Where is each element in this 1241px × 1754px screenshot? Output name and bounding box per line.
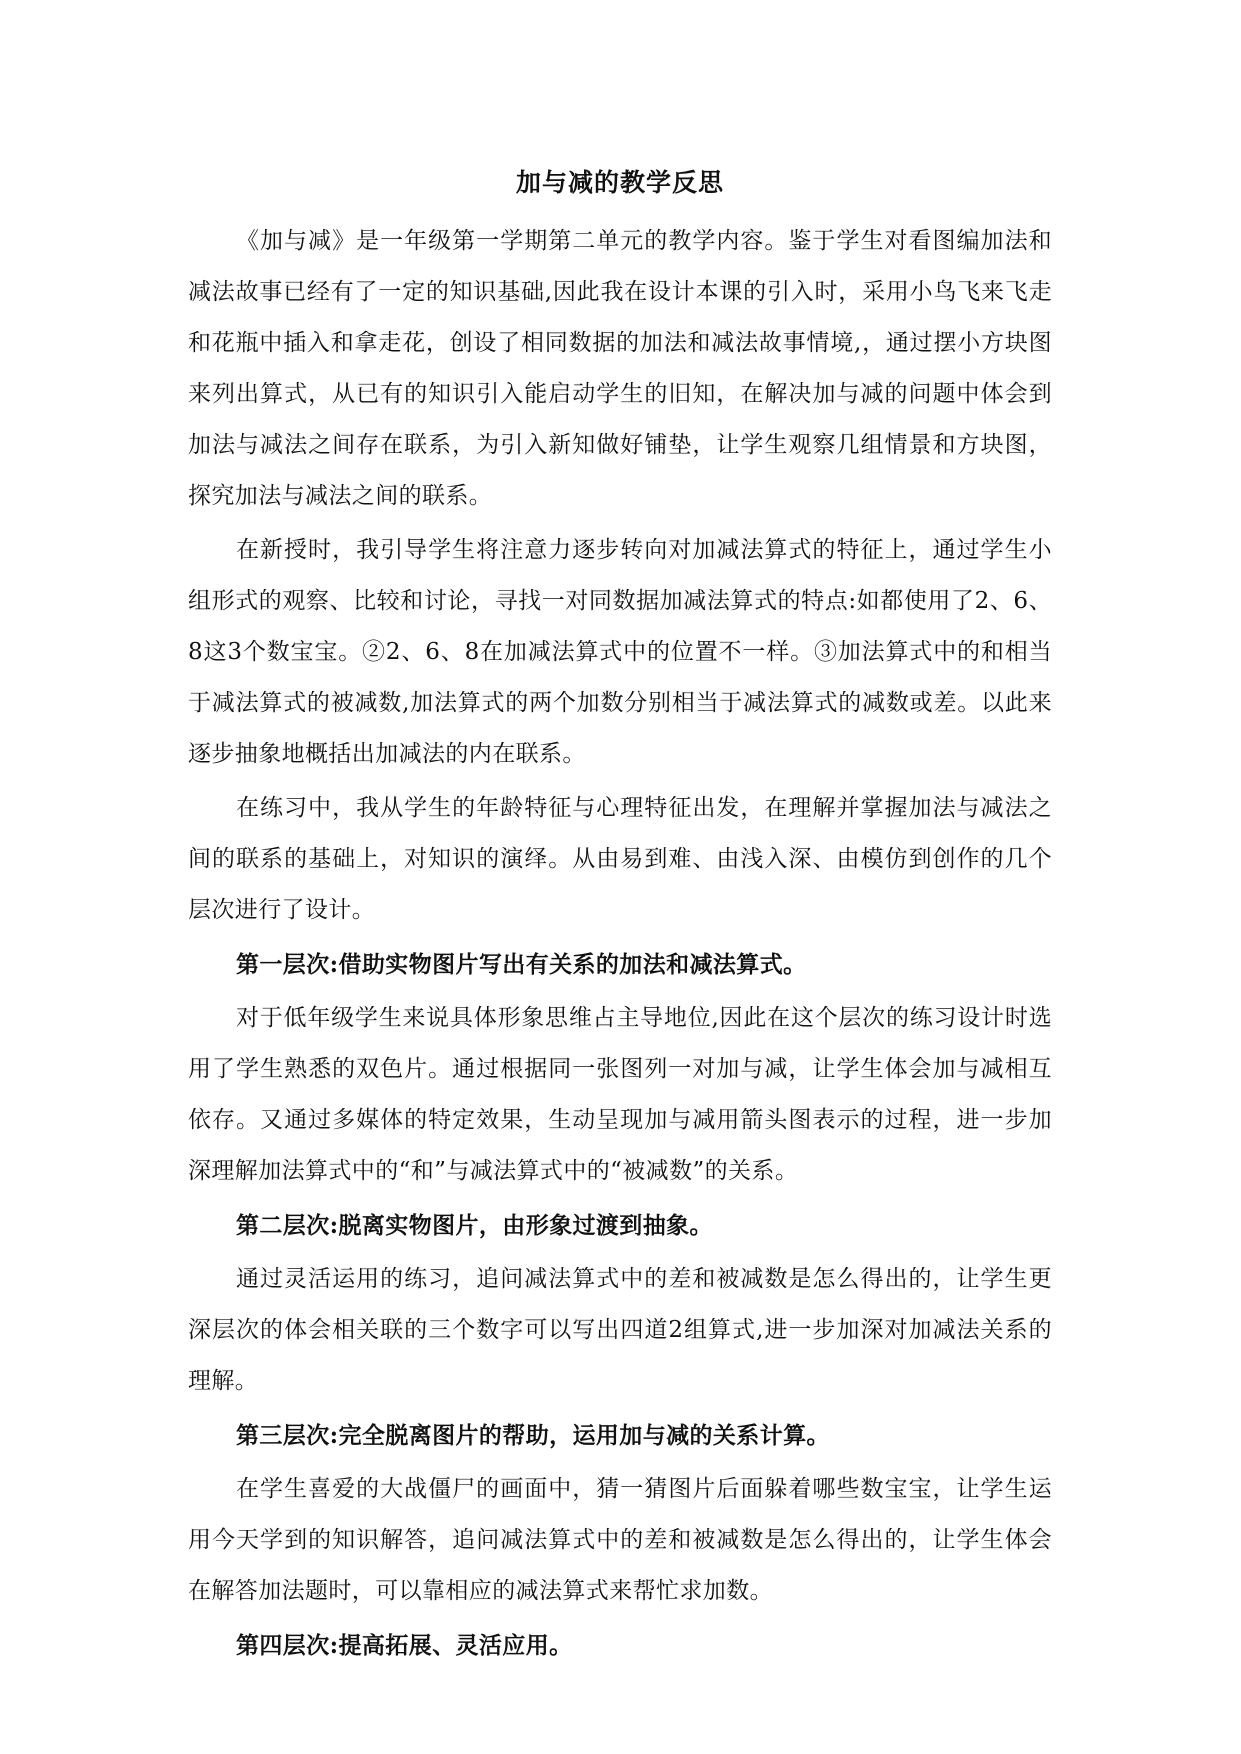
document-body bbox=[188, 156, 1052, 1674]
level-4-heading: 第四层次:提高拓展、灵活应用。 bbox=[236, 1632, 573, 1659]
document-title: 加与减的教学反思 bbox=[515, 168, 724, 197]
level-3-paragraph: 在学生喜爱的大战僵尸的画面中，猜一猜图片后面躲着哪些数宝宝，让学生运用今天学到的知识解答，追问减法算式中的差和被减数是怎么得出的，让学生体会在解答加法题时，可以靠相应的减法算式来帮忙求加数。 bbox=[188, 1476, 1052, 1604]
level-1-heading: 第一层次:借助实物图片写出有关系的加法和减法算式。 bbox=[236, 951, 807, 978]
level-2-heading: 第二层次:脱离实物图片，由形象过渡到抽象。 bbox=[236, 1212, 713, 1239]
new-lesson-paragraph: 在新授时，我引导学生将注意力逐步转向对加减法算式的特征上，通过学生小组形式的观察、比较和讨论，寻找一对同数据加减法算式的特点:如都使用了2、6、8这3个数宝宝。②2、6、8在加减法算式中的位置不一样。③加法算式中的和相当于减法算式的被减数,加法算式的两个加数分别相当于减法算式的减数或差。以此来逐步抽象地概括出加减法的内在联系。 bbox=[188, 537, 1052, 767]
practice-paragraph: 在练习中，我从学生的年龄特征与心理特征出发，在理解并掌握加法与减法之间的联系的基础上，对知识的演绎。从由易到难、由浅入深、由模仿到创作的几个层次进行了设计。 bbox=[188, 795, 1052, 923]
intro-paragraph: 《加与减》是一年级第一学期第二单元的教学内容。鉴于学生对看图编加法和减法故事已经有了一定的知识基础,因此我在设计本课的引入时，采用小鸟飞来飞走和花瓶中插入和拿走花，创设了相同数据的加法和减法故事情境,，通过摆小方块图来列出算式，从已有的知识引入能启动学生的旧知，在解决加与减的问题中体会到加法与减法之间存在联系，为引入新知做好铺垫，让学生观察几组情景和方块图，探究加法与减法之间的联系。 bbox=[188, 228, 1052, 509]
level-3-heading: 第三层次:完全脱离图片的帮助，运用加与减的关系计算。 bbox=[236, 1422, 830, 1449]
level-1-paragraph: 对于低年级学生来说具体形象思维占主导地位,因此在这个层次的练习设计时选用了学生熟悉的双色片。通过根据同一张图列一对加与减，让学生体会加与减相互依存。又通过多媒体的特定效果，生动呈现加与减用箭头图表示的过程，进一步加深理解加法算式中的“和”与减法算式中的“被减数”的关系。 bbox=[188, 1005, 1052, 1184]
level-2-paragraph: 通过灵活运用的练习，追问减法算式中的差和被减数是怎么得出的，让学生更深层次的体会相关联的三个数字可以写出四道2组算式,进一步加深对加减法关系的理解。 bbox=[188, 1266, 1052, 1394]
